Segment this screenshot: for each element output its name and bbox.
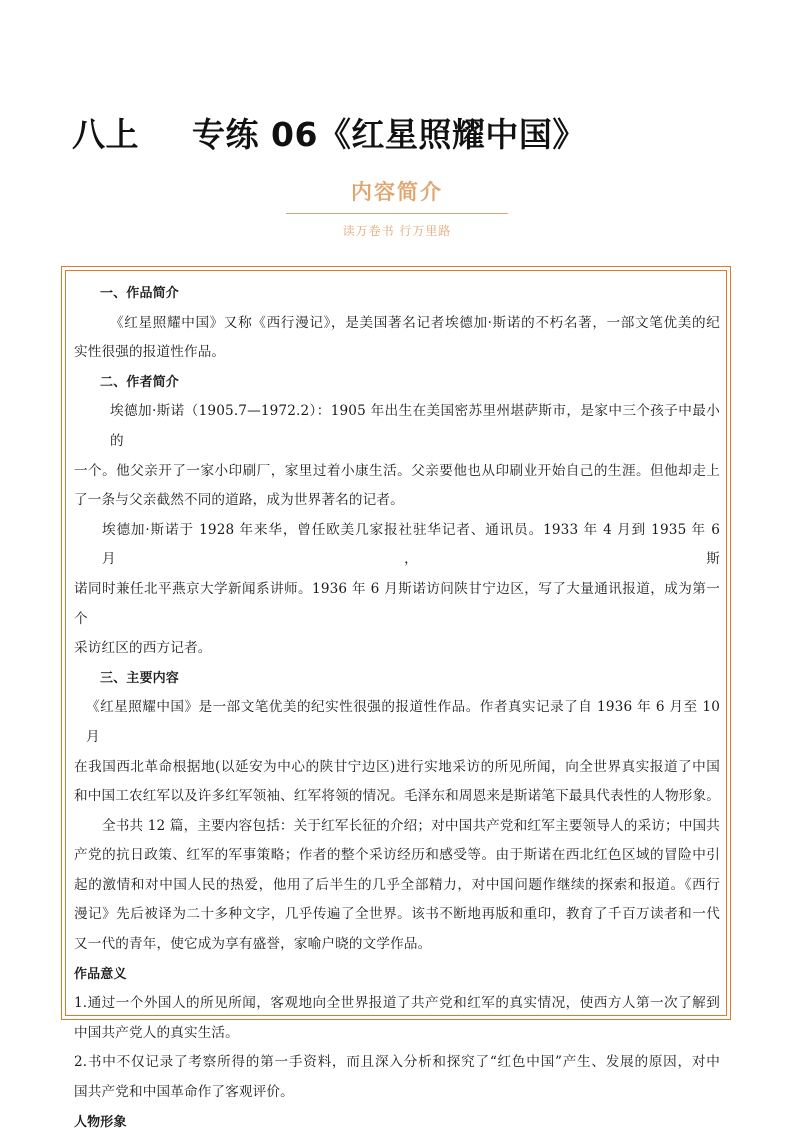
intro-heading: 一、作品简介 xyxy=(100,286,179,301)
text-line: 了一条与父亲截然不同的道路，成为世界著名的记者。 xyxy=(74,492,404,509)
banner-motto: 读万卷书 行万里路 xyxy=(342,224,452,238)
section-banner xyxy=(286,176,508,239)
content-box xyxy=(61,266,731,1130)
banner-divider xyxy=(286,213,508,214)
text-line: 诺同时兼任北平燕京大学新闻系讲师。1936 年 6 月斯诺访问陕甘宁边区，写了大量通讯报道，成为第一个 xyxy=(74,580,720,627)
text-line: 在我国西北革命根据地(以延安为中心的陕甘宁边区)进行实地采访的所见所闻，向全世界真实报道了中国 xyxy=(74,758,720,775)
text-line: 实性很强的报道性作品。 xyxy=(74,344,226,361)
significance-heading: 作品意义 xyxy=(74,966,127,982)
text-line: 中国共产党人的真实生活。 xyxy=(74,1024,239,1041)
text-line: 采访红区的西方记者。 xyxy=(74,640,212,657)
author-heading: 二、作者简介 xyxy=(100,374,179,390)
text-line: 2.书中不仅记录了考察所得的第一手资料，而且深入分析和探究了“红色中国”产生、发展的原因，对中 xyxy=(74,1054,720,1071)
main-content-heading: 三、主要内容 xyxy=(100,670,179,686)
banner-heading: 内容简介 xyxy=(351,180,443,204)
text-line: 产党的抗日政策、红军的军事策略；作者的整个采访经历和感受等。由于斯诺在西北红色区域的冒险中引 xyxy=(74,847,720,864)
text-line: 《红星照耀中国》又称《西行漫记》，是美国著名记者埃德加·斯诺的不朽名著，一部文笔优美的纪 xyxy=(110,314,720,331)
text-line: 国共产党和中国革命作了客观评价。 xyxy=(74,1084,294,1101)
text-line: 和中国工农红军以及许多红军领袖、红军将领的情况。毛泽东和周恩来是斯诺笔下最具代表性的人物形象。 xyxy=(74,788,720,805)
content-box-inner xyxy=(65,270,727,1130)
grade-label: 八上 xyxy=(72,114,139,154)
text-line: 又一代的青年，使它成为享有盛誉，家喻户晓的文学作品。 xyxy=(74,936,432,953)
exercise-title: 专练 06《红星照耀中国》 xyxy=(192,114,586,154)
text-line: 埃德加·斯诺（1905.7—1972.2）：1905 年出生在美国密苏里州堪萨斯市，是家中三个孩子中最小的 xyxy=(110,403,720,449)
text-line: 全书共 12 篇，主要内容包括：关于红军长征的介绍；对中国共产党和红军主要领导人的采访；中国共 xyxy=(102,817,720,834)
text-line: 《红星照耀中国》是一部文笔优美的纪实性很强的报道性作品。作者真实记录了自 1936 年 6 月至 10 月 xyxy=(86,699,720,745)
text-line: 埃德加·斯诺于 1928 年来华，曾任欧美几家报社驻华记者、通讯员。1933 年 4 月到 1935 年 6 月，斯 xyxy=(102,521,720,568)
text-line: 漫记》先后被译为二十多种文字，几乎传遍了全世界。该书不断地再版和重印，教育了千百万读者和一代 xyxy=(74,906,720,923)
characters-heading: 人物形象 xyxy=(74,1114,127,1130)
text-line: 1.通过一个外国人的所见所闻，客观地向全世界报道了共产党和红军的真实情况，使西方人第一次了解到 xyxy=(74,995,720,1012)
text-line: 一个。他父亲开了一家小印刷厂，家里过着小康生活。父亲要他也从印刷业开始自己的生涯。但他却走上 xyxy=(74,462,720,479)
text-line: 起的激情和对中国人民的热爱，他用了后半生的几乎全部精力，对中国问题作继续的探索和报道。《西行 xyxy=(74,876,720,893)
page-title xyxy=(72,110,586,154)
